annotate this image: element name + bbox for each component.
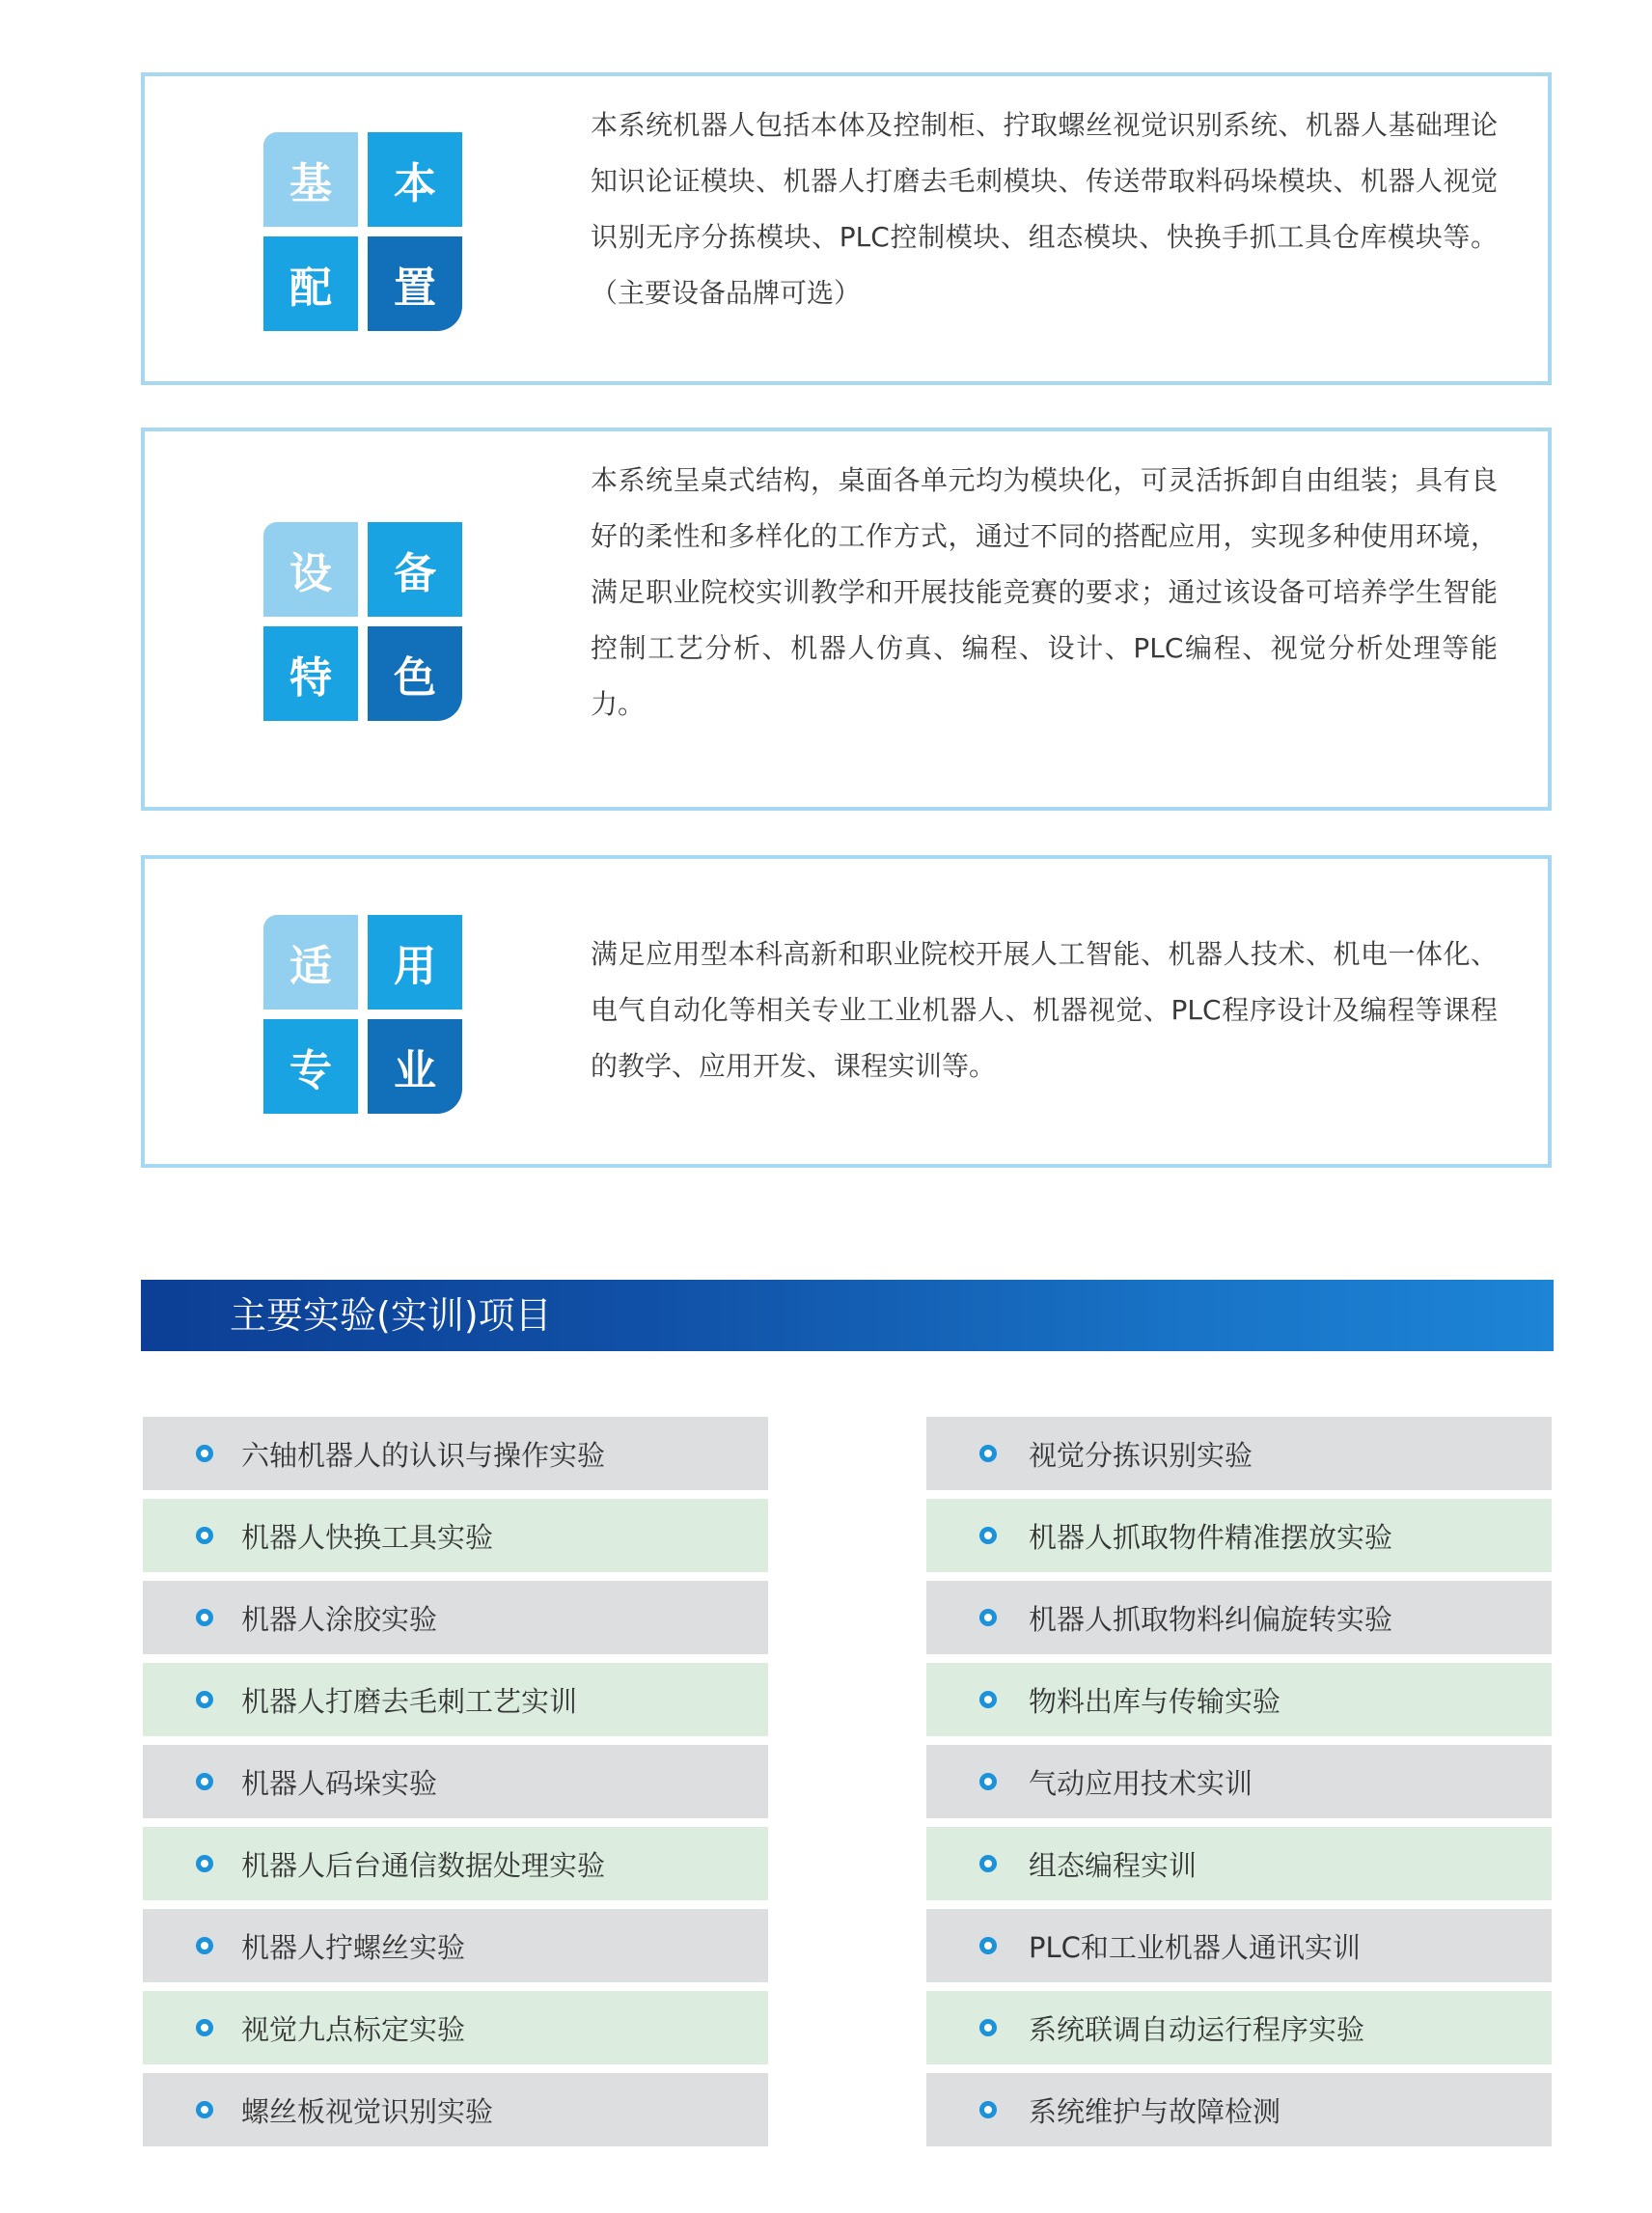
basic-config-text: 本系统机器人包括本体及控制柜、拧取螺丝视觉识别系统、机器人基础理论知识论证模块、机器人打磨去毛刺模块、传送带取料码垛模块、机器人视觉识别无序分拣模块、PLC控制模块、组态模块、快换手抓工具仓库模块等。（主要设备品牌可选） — [591, 109, 1498, 309]
experiment-item — [143, 2073, 768, 2146]
bullet-icon — [979, 2101, 997, 2118]
bullet-icon — [196, 1855, 213, 1872]
bullet-icon — [196, 1609, 213, 1626]
experiment-label: 机器人涂胶实验 — [241, 1602, 438, 1636]
experiment-item — [926, 1827, 1552, 1900]
badge-char: 特 — [263, 626, 358, 721]
bullet-icon — [979, 1773, 997, 1790]
experiment-label: 六轴机器人的认识与操作实验 — [241, 1438, 606, 1472]
experiment-item — [926, 1745, 1552, 1818]
applicable-majors-badge — [263, 915, 462, 1114]
experiment-item — [926, 1663, 1552, 1736]
bullet-icon — [979, 1527, 997, 1544]
basic-config-panel — [141, 72, 1552, 385]
bullet-icon — [196, 1937, 213, 1954]
badge-char: 色 — [368, 626, 462, 721]
experiment-item — [926, 1417, 1552, 1490]
experiment-item — [143, 1827, 768, 1900]
device-features-badge — [263, 522, 462, 721]
experiment-item — [143, 1991, 768, 2064]
experiment-item — [143, 1417, 768, 1490]
experiment-item — [143, 1909, 768, 1982]
experiment-item — [926, 1991, 1552, 2064]
experiment-item — [926, 1909, 1552, 1982]
experiment-item — [143, 1499, 768, 1572]
experiment-label: 机器人抓取物料纠偏旋转实验 — [1029, 1602, 1393, 1636]
badge-char: 置 — [368, 236, 462, 331]
badge-char: 业 — [368, 1019, 462, 1114]
badge-char: 专 — [263, 1019, 358, 1114]
basic-config-badge — [263, 132, 462, 331]
experiment-list-left — [143, 1417, 768, 2155]
experiment-label: 视觉九点标定实验 — [241, 2012, 466, 2046]
experiment-label: 机器人拧螺丝实验 — [241, 1930, 466, 1964]
experiment-item — [143, 1745, 768, 1818]
experiment-label: 物料出库与传输实验 — [1029, 1684, 1281, 1718]
experiment-label: 系统联调自动运行程序实验 — [1029, 2012, 1365, 2046]
experiment-label: PLC和工业机器人通讯实训 — [1029, 1930, 1361, 1964]
badge-char: 备 — [368, 522, 462, 617]
section-header-bar — [141, 1280, 1554, 1351]
badge-char: 配 — [263, 236, 358, 331]
applicable-majors-text: 满足应用型本科高新和职业院校开展人工智能、机器人技术、机电一体化、电气自动化等相关专业工业机器人、机器视觉、PLC程序设计及编程等课程的教学、应用开发、课程实训等。 — [591, 938, 1498, 1082]
experiment-item — [926, 1499, 1552, 1572]
experiment-item — [143, 1663, 768, 1736]
badge-char: 设 — [263, 522, 358, 617]
bullet-icon — [196, 2019, 213, 2036]
badge-char: 基 — [263, 132, 358, 227]
experiment-label: 气动应用技术实训 — [1029, 1766, 1253, 1800]
device-features-text: 本系统呈桌式结构，桌面各单元均为模块化，可灵活拆卸自由组装；具有良好的柔性和多样化的工作方式，通过不同的搭配应用，实现多种使用环境，满足职业院校实训教学和开展技能竞赛的要求；通过该设备可培养学生智能控制工艺分析、机器人仿真、编程、设计、PLC编程、视觉分析处理等能力。 — [591, 464, 1498, 720]
bullet-icon — [196, 1527, 213, 1544]
bullet-icon — [196, 1773, 213, 1790]
bullet-icon — [979, 2019, 997, 2036]
bullet-icon — [979, 1855, 997, 1872]
bullet-icon — [196, 1445, 213, 1462]
applicable-majors-panel — [141, 855, 1552, 1168]
experiment-label: 系统维护与故障检测 — [1029, 2094, 1281, 2128]
experiment-label: 机器人打磨去毛刺工艺实训 — [241, 1684, 578, 1718]
bullet-icon — [979, 1691, 997, 1708]
device-features-panel — [141, 428, 1552, 811]
badge-char: 适 — [263, 915, 358, 1010]
experiment-item — [926, 2073, 1552, 2146]
experiment-item — [143, 1581, 768, 1654]
bullet-icon — [979, 1609, 997, 1626]
experiment-label: 机器人后台通信数据处理实验 — [241, 1848, 606, 1882]
experiment-label: 机器人快换工具实验 — [241, 1520, 494, 1554]
bullet-icon — [979, 1937, 997, 1954]
badge-char: 用 — [368, 915, 462, 1010]
bullet-icon — [196, 1691, 213, 1708]
section-title: 主要实验(实训)项目 — [230, 1294, 552, 1337]
experiment-label: 视觉分拣识别实验 — [1029, 1438, 1253, 1472]
experiment-list-right — [926, 1417, 1552, 2155]
experiment-label: 机器人抓取物件精准摆放实验 — [1029, 1520, 1393, 1554]
experiment-item — [926, 1581, 1552, 1654]
bullet-icon — [196, 2101, 213, 2118]
experiment-label: 组态编程实训 — [1029, 1848, 1198, 1882]
badge-char: 本 — [368, 132, 462, 227]
experiment-label: 机器人码垛实验 — [241, 1766, 438, 1800]
experiment-label: 螺丝板视觉识别实验 — [241, 2094, 494, 2128]
bullet-icon — [979, 1445, 997, 1462]
